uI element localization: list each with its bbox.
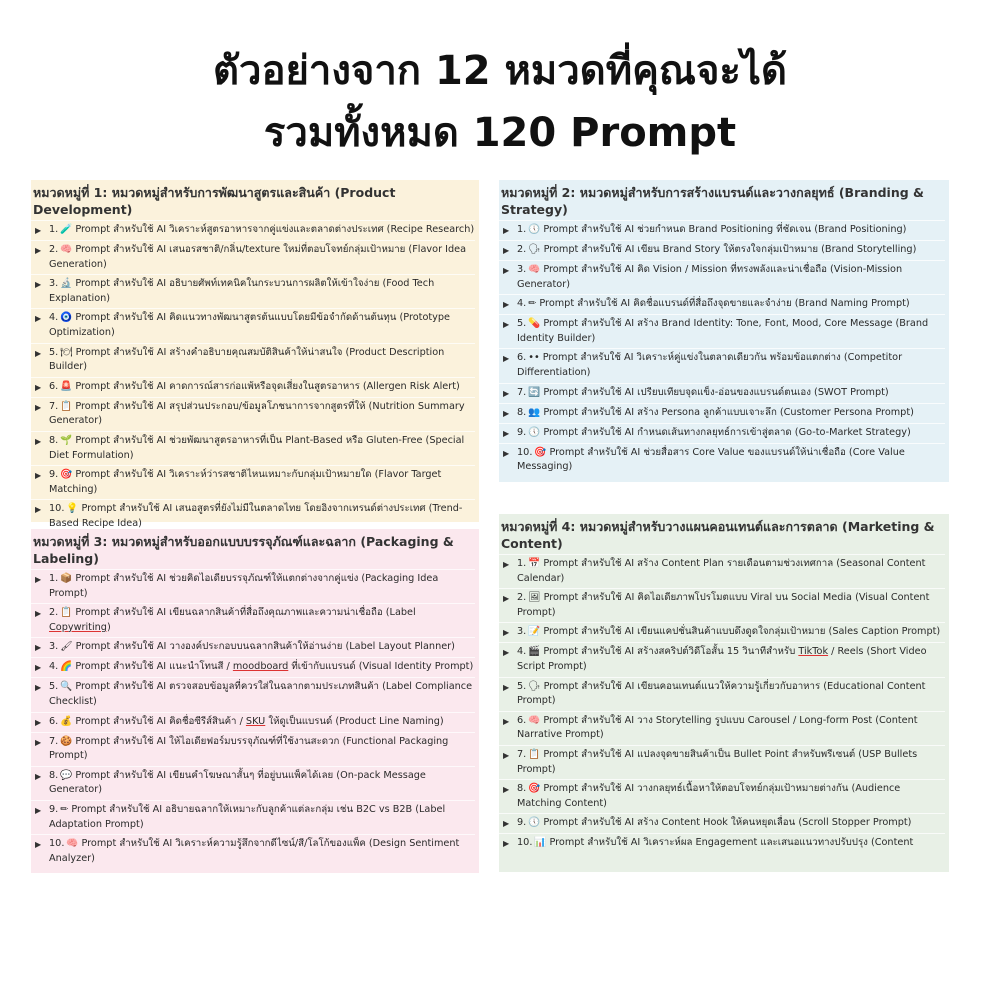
item-number: 1. — [49, 573, 59, 584]
prompt-label: Prompt สำหรับใช้ AI สร้าง Content Hook ให้คนหยุดเลื่อน (Scroll Stopper Prompt) — [543, 817, 912, 829]
prompt-label: Prompt สำหรับใช้ AI เขียนแคปชั่นสินค้าแบบดึงดูดใจกลุ่มเป้าหมาย (Sales Caption Prompt) — [543, 626, 941, 638]
item-number: 8. — [49, 434, 59, 446]
prompt-item-text — [49, 311, 475, 340]
prompt-item-text — [517, 263, 945, 292]
prompt-item[interactable] — [499, 711, 945, 745]
prompt-item[interactable] — [499, 745, 945, 779]
prompt-label: Prompt สำหรับใช้ AI คิดไอเดียภาพโปรโมตแบบ Viral บน Social Media (Visual Content Prompt) — [517, 592, 930, 618]
prompt-item[interactable] — [499, 443, 945, 477]
picture-icon: 🖼 — [528, 592, 541, 604]
prompt-item-text — [517, 557, 945, 586]
pencil-icon: ✏ — [60, 803, 69, 815]
paintbrush-icon: 🖌 — [60, 641, 73, 653]
dots-icon: •• — [528, 352, 540, 364]
prompt-label: Prompt สำหรับใช้ AI สรุปส่วนประกอบ/ข้อมูลโภชนาการจากสูตรที่ให้ (Nutrition Summary Generator) — [49, 400, 465, 427]
lightbulb-icon: 💡 — [66, 503, 79, 515]
prompt-label: Prompt สำหรับใช้ AI วางองค์ประกอบบนฉลากสินค้าให้อ่านง่าย (Label Layout Planner) — [75, 641, 455, 653]
clock-icon: 🕔 — [528, 224, 541, 235]
item-number: 3. — [49, 278, 59, 290]
toggle-arrow-icon[interactable]: ▶ — [35, 840, 42, 850]
prompt-label: Prompt สำหรับใช้ AI คิดชื่อซีรีส์สินค้า / SKU ให้ดูเป็นแบรนด์ (Product Line Naming) — [75, 715, 444, 727]
toggle-arrow-icon[interactable]: ▶ — [35, 471, 42, 481]
prompt-item[interactable] — [31, 637, 475, 657]
item-number: 10. — [49, 503, 65, 515]
item-number: 4. — [49, 312, 59, 324]
toggle-arrow-icon[interactable]: ▶ — [503, 839, 510, 849]
prompt-item-text — [517, 243, 916, 258]
toggle-arrow-icon[interactable]: ▶ — [503, 408, 510, 418]
prompt-item[interactable] — [499, 260, 945, 294]
package-icon: 📦 — [60, 573, 73, 584]
item-number: 7. — [49, 400, 59, 412]
toggle-arrow-icon[interactable]: ▶ — [503, 628, 510, 638]
toggle-arrow-icon[interactable]: ▶ — [35, 402, 42, 412]
item-number: 8. — [517, 406, 527, 418]
prompt-item-text — [49, 502, 475, 531]
toggle-arrow-icon[interactable]: ▶ — [503, 354, 510, 364]
clipboard-icon: 📋 — [528, 748, 541, 760]
prompt-label: Prompt สำหรับใช้ AI ช่วยกำหนด Brand Positioning ที่ชัดเจน (Brand Positioning) — [543, 224, 907, 235]
prompt-item-text — [49, 223, 474, 238]
category-panel-3 — [31, 529, 479, 873]
prompt-item[interactable] — [499, 314, 945, 348]
prompt-item-text — [49, 680, 475, 709]
prompt-item-text — [517, 748, 945, 777]
item-number: 7. — [49, 735, 59, 747]
item-number: 9. — [49, 469, 59, 481]
category-panel-4 — [499, 514, 949, 872]
toggle-arrow-icon[interactable]: ▶ — [503, 594, 510, 604]
category-title: หมวดหมู่ที่ 4: หมวดหมู่สำหรับวางแผนคอนเทนต์และการตลาด (Marketing & Content) — [501, 519, 935, 551]
item-number: 5. — [49, 346, 59, 358]
prompt-item[interactable] — [499, 220, 945, 240]
item-number: 3. — [517, 626, 527, 638]
prompt-label: Prompt สำหรับใช้ AI เปรียบเทียบจุดแข็ง-อ่อนของแบรนด์ตนเอง (SWOT Prompt) — [543, 386, 889, 398]
prompt-item-text — [517, 426, 911, 441]
prompt-item-text — [49, 660, 473, 675]
speaking-head-icon: 🗣 — [528, 680, 541, 692]
toggle-arrow-icon[interactable]: ▶ — [503, 682, 510, 692]
prompt-item-text — [517, 223, 906, 238]
cookie-icon: 🍪 — [60, 735, 73, 747]
prompt-item-text — [49, 803, 475, 832]
prompt-item-text — [49, 606, 475, 635]
brain-icon: 🧠 — [66, 838, 79, 850]
prompt-label: Prompt สำหรับใช้ AI ให้ไอเดียฟอร์มบรรจุภัณฑ์ที่ใช้งานสะดวก (Functional Packaging Prompt) — [49, 735, 449, 762]
category-title: หมวดหมู่ที่ 2: หมวดหมู่สำหรับการสร้างแบรนด์และวางกลยุทธ์ (Branding & Strategy) — [501, 185, 924, 217]
headline — [0, 40, 1000, 164]
toggle-arrow-icon[interactable]: ▶ — [503, 560, 510, 569]
prompt-item-text — [517, 714, 945, 743]
item-number: 1. — [517, 558, 527, 569]
prompt-item-text — [49, 715, 444, 730]
item-number: 7. — [517, 748, 527, 760]
prompt-item-text — [517, 317, 945, 346]
headline-line-2: รวมทั้งหมด 120 Prompt — [263, 110, 737, 156]
prompt-item-text — [517, 782, 945, 811]
prompt-item-text — [49, 243, 475, 272]
calendar-icon: 📅 — [528, 558, 541, 569]
bar-chart-icon: 📊 — [534, 837, 547, 849]
toggle-arrow-icon[interactable]: ▶ — [503, 300, 510, 310]
item-number: 5. — [49, 681, 59, 693]
refresh-icon: 🔄 — [528, 386, 541, 398]
clipboard-icon: 📋 — [60, 607, 73, 619]
prompt-item-text — [517, 680, 945, 709]
toggle-arrow-icon[interactable]: ▶ — [503, 388, 510, 398]
toggle-arrow-icon[interactable]: ▶ — [503, 428, 510, 438]
prompt-item[interactable] — [31, 274, 475, 308]
prompt-item-text — [49, 346, 475, 375]
prompt-item-text — [517, 351, 945, 380]
item-number: 6. — [49, 380, 59, 392]
prompt-item-text — [49, 400, 475, 429]
prompt-label: Prompt สำหรับใช้ AI ช่วยสื่อสาร Core Value ของแบรนด์ให้น่าเชื่อถือ (Core Value Messaging) — [517, 446, 905, 473]
prompt-item-text — [517, 406, 914, 421]
speaking-head-icon: 🗣 — [528, 244, 541, 255]
prompt-item[interactable] — [31, 766, 475, 800]
toggle-arrow-icon[interactable]: ▶ — [35, 280, 42, 290]
toggle-arrow-icon[interactable]: ▶ — [503, 750, 510, 760]
toggle-arrow-icon[interactable]: ▶ — [503, 785, 510, 795]
target-icon: 🎯 — [534, 446, 547, 458]
item-number: 8. — [517, 783, 527, 795]
prompt-item[interactable] — [31, 343, 475, 377]
prompt-item[interactable] — [499, 423, 945, 443]
item-number: 4. — [49, 661, 59, 673]
prompt-item-text — [517, 836, 913, 851]
item-number: 8. — [49, 769, 59, 781]
item-number: 3. — [517, 264, 527, 275]
test-tube-icon: 🧪 — [60, 224, 73, 235]
category-title: หมวดหมู่ที่ 3: หมวดหมู่สำหรับออกแบบบรรจุภัณฑ์และฉลาก (Packaging & Labeling) — [33, 534, 454, 566]
prompt-item[interactable] — [31, 712, 475, 732]
toggle-arrow-icon[interactable]: ▶ — [503, 226, 510, 235]
toggle-arrow-icon[interactable]: ▶ — [503, 266, 510, 275]
prompt-label: Prompt สำหรับใช้ AI เขียนคำโฆษณาสั้นๆ ที่อยู่บนแพ็คได้เลย (On-pack Message Generator) — [49, 769, 426, 796]
prompt-label: Prompt สำหรับใช้ AI วิเคราะห์ผล Engagement และเสนอแนวทางปรับปรุง (Content — [549, 837, 914, 849]
prompt-label: Prompt สำหรับใช้ AI คิด Vision / Mission ที่ทรงพลังและน่าเชื่อถือ (Vision-Mission Generator) — [517, 264, 903, 290]
prompt-label: Prompt สำหรับใช้ AI เขียนฉลากสินค้าที่สื่อถึงคุณภาพและความน่าเชื่อถือ (Label Copywriting) — [49, 607, 416, 633]
prompt-item[interactable] — [499, 833, 945, 853]
category-title: หมวดหมู่ที่ 1: หมวดหมู่สำหรับการพัฒนาสูตรและสินค้า (Product Development) — [33, 185, 396, 217]
item-number: 1. — [517, 224, 527, 235]
prompt-label: Prompt สำหรับใช้ AI คิดแนวทางพัฒนาสูตรต้นแบบโดยมีข้อจำกัดด้านต้นทุน (Prototype Optimization) — [49, 312, 451, 338]
toggle-arrow-icon[interactable]: ▶ — [503, 648, 510, 658]
prompt-label: Prompt สำหรับใช้ AI แนะนำโทนสี / moodboard ที่เข้ากับแบรนด์ (Visual Identity Prompt) — [75, 661, 474, 673]
prompt-item-text — [517, 645, 945, 674]
prompt-item[interactable] — [499, 383, 945, 403]
clock-icon: 🕔 — [528, 426, 541, 438]
toggle-arrow-icon[interactable]: ▶ — [35, 609, 42, 619]
prompt-label: Prompt สำหรับใช้ AI สร้าง Brand Identity: Tone, Font, Mood, Core Message (Brand Identity Builder) — [517, 318, 929, 344]
prompt-item[interactable] — [499, 622, 945, 642]
prompt-item[interactable] — [31, 377, 475, 397]
toggle-arrow-icon[interactable]: ▶ — [503, 320, 510, 330]
prompt-item[interactable] — [31, 431, 475, 465]
toggle-arrow-icon[interactable]: ▶ — [35, 382, 42, 392]
prompt-item[interactable] — [499, 588, 945, 622]
prompt-label: Prompt สำหรับใช้ AI วิเคราะห์คู่แข่งในตลาดเดียวกัน พร้อมข้อแตกต่าง (Competitor Differentiation) — [517, 352, 903, 378]
prompt-item[interactable] — [31, 800, 475, 834]
item-number: 2. — [49, 244, 59, 255]
toggle-arrow-icon[interactable]: ▶ — [35, 436, 42, 446]
prompt-item[interactable] — [499, 294, 945, 314]
rainbow-icon: 🌈 — [60, 661, 73, 673]
prompt-item[interactable] — [31, 308, 475, 342]
prompt-item-text — [49, 640, 455, 655]
prompt-item[interactable] — [499, 779, 945, 813]
prompt-item-text — [49, 769, 475, 798]
prompt-label: Prompt สำหรับใช้ AI กำหนดเส้นทางกลยุทธ์การเข้าสู่ตลาด (Go-to-Market Strategy) — [543, 426, 911, 438]
prompt-label: Prompt สำหรับใช้ AI สร้างคำอธิบายคุณสมบัติสินค้าให้น่าสนใจ (Product Description Builder) — [49, 346, 445, 373]
item-number: 4. — [517, 646, 527, 658]
prompt-item-text — [49, 277, 475, 306]
prompt-item[interactable] — [31, 240, 475, 274]
pencil-icon: ✏ — [528, 298, 537, 310]
item-number: 2. — [517, 592, 527, 604]
capsule-icon: 💊 — [528, 318, 541, 330]
prompt-item-text — [517, 297, 910, 312]
category-panel-2 — [499, 180, 949, 482]
brain-icon: 🧠 — [60, 244, 73, 255]
prompt-item[interactable] — [31, 834, 475, 868]
item-number: 3. — [49, 641, 59, 653]
prompt-item-text — [49, 837, 475, 866]
prompt-label: Prompt สำหรับใช้ AI อธิบายฉลากให้เหมาะกับลูกค้าแต่ละกลุ่ม เช่น B2C vs B2B (Label Adaptation Prompt) — [49, 803, 446, 830]
prompt-item-text — [517, 625, 940, 640]
toggle-arrow-icon[interactable]: ▶ — [503, 448, 510, 458]
toggle-arrow-icon[interactable]: ▶ — [503, 819, 510, 829]
item-number: 5. — [517, 318, 527, 330]
money-bag-icon: 💰 — [60, 715, 73, 727]
clipboard-icon: 📋 — [60, 400, 73, 412]
prompt-label: Prompt สำหรับใช้ AI แปลงจุดขายสินค้าเป็น Bullet Point สำหรับพรีเซนต์ (USP Bullets Prompt) — [517, 748, 918, 775]
item-number: 9. — [49, 803, 59, 815]
clapper-icon: 🎬 — [528, 646, 541, 658]
prompt-item-text — [517, 591, 945, 620]
item-number: 6. — [517, 714, 527, 726]
prompt-item[interactable] — [499, 813, 945, 833]
toggle-arrow-icon[interactable]: ▶ — [35, 805, 42, 815]
prompt-item[interactable] — [499, 554, 945, 588]
prompt-item[interactable] — [499, 642, 945, 676]
toggle-arrow-icon[interactable]: ▶ — [35, 717, 42, 727]
toggle-arrow-icon[interactable]: ▶ — [35, 643, 42, 653]
prompt-item[interactable] — [499, 403, 945, 423]
prompt-label: Prompt สำหรับใช้ AI เสนอสูตรที่ยังไม่มีในตลาดไทย โดยอิงจากเทรนด์ต่างประเทศ (Trend-Based Recipe Idea) — [49, 503, 463, 529]
toggle-arrow-icon[interactable]: ▶ — [35, 663, 42, 673]
microscope-icon: 🔬 — [60, 278, 73, 290]
memo-icon: 📝 — [528, 626, 541, 638]
toggle-arrow-icon[interactable]: ▶ — [503, 246, 510, 255]
item-number: 2. — [49, 607, 59, 619]
prompt-label: Prompt สำหรับใช้ AI ตรวจสอบข้อมูลที่ควรใส่ในฉลากตามประเภทสินค้า (Label Compliance Checklist) — [49, 681, 473, 707]
alert-icon: 🚨 — [60, 380, 73, 392]
toggle-arrow-icon[interactable]: ▶ — [35, 771, 42, 781]
prompt-item-text — [49, 735, 475, 764]
toggle-arrow-icon[interactable]: ▶ — [35, 226, 42, 235]
item-number: 10. — [517, 446, 533, 458]
toggle-arrow-icon[interactable]: ▶ — [35, 575, 42, 584]
magnifier-icon: 🔍 — [60, 681, 73, 693]
item-number: 5. — [517, 680, 527, 692]
item-number: 1. — [49, 224, 59, 235]
plate-icon: 🍽 — [60, 346, 73, 358]
prompt-label: Prompt สำหรับใช้ AI ช่วยคิดไอเดียบรรจุภัณฑ์ให้แตกต่างจากคู่แข่ง (Packaging Idea Prompt) — [49, 573, 439, 599]
prompt-label: Prompt สำหรับใช้ AI สร้าง Persona ลูกค้าแบบเจาะลึก (Customer Persona Prompt) — [543, 406, 914, 418]
toggle-arrow-icon[interactable]: ▶ — [503, 716, 510, 726]
item-number: 10. — [49, 838, 65, 850]
prompt-label: Prompt สำหรับใช้ AI เสนอรสชาติ/กลิ่น/texture ใหม่ที่ตอบโจทย์กลุ่มเป้าหมาย (Flavor Idea Generation) — [49, 244, 467, 270]
prompt-item[interactable] — [499, 240, 945, 260]
prompt-item-text — [517, 446, 945, 475]
prompt-label: Prompt สำหรับใช้ AI สร้าง Content Plan รายเดือนตามช่วงเทศกาล (Seasonal Content Calendar) — [517, 558, 926, 584]
toggle-arrow-icon[interactable]: ▶ — [35, 246, 42, 255]
item-number: 10. — [517, 837, 533, 849]
item-number: 9. — [517, 817, 527, 829]
prompt-item-text — [49, 468, 475, 497]
prompt-label: Prompt สำหรับใช้ AI เขียน Brand Story ให้ตรงใจกลุ่มเป้าหมาย (Brand Storytelling) — [543, 244, 917, 255]
prompt-item[interactable] — [499, 677, 945, 711]
prompt-item-text — [49, 434, 475, 463]
prompt-label: Prompt สำหรับใช้ AI วางกลยุทธ์เนื้อหาให้ตอบโจทย์กลุ่มเป้าหมายต่างกัน (Audience Matching Content) — [517, 783, 901, 809]
prompt-item-text — [517, 386, 889, 401]
prompt-label: Prompt สำหรับใช้ AI วาง Storytelling รูปแบบ Carousel / Long-form Post (Content Narrative Prompt) — [517, 714, 918, 741]
people-icon: 👥 — [528, 406, 541, 418]
brain-icon: 🧠 — [528, 264, 541, 275]
item-number: 9. — [517, 426, 527, 438]
toggle-arrow-icon[interactable]: ▶ — [35, 737, 42, 747]
prompt-item[interactable] — [31, 465, 475, 499]
prompt-label: Prompt สำหรับใช้ AI สร้างสคริปต์วิดีโอสั้น 15 วินาทีสำหรับ TikTok / Reels (Short Video Script Prompt) — [517, 646, 927, 672]
prompt-label: Prompt สำหรับใช้ AI วิเคราะห์ความรู้สึกจากดีไซน์/สี/โลโก้ของแพ็ค (Design Sentiment Analyzer) — [49, 838, 460, 864]
toggle-arrow-icon[interactable]: ▶ — [35, 348, 42, 358]
item-number: 6. — [517, 352, 527, 364]
item-number: 6. — [49, 715, 59, 727]
eye-icon: 🧿 — [60, 312, 73, 324]
target-icon: 🎯 — [528, 783, 541, 795]
speech-bubble-icon: 💬 — [60, 769, 73, 781]
toggle-arrow-icon[interactable]: ▶ — [35, 505, 42, 515]
prompt-label: Prompt สำหรับใช้ AI วิเคราะห์สูตรอาหารจากคู่แข่งและตลาดต่างประเทศ (Recipe Research) — [75, 224, 475, 235]
prompt-item[interactable] — [31, 677, 475, 711]
headline-line-1: ตัวอย่างจาก 12 หมวดที่คุณจะได้ — [213, 48, 787, 94]
item-number: 4. — [517, 298, 527, 310]
prompt-item[interactable] — [499, 348, 945, 382]
prompt-item-text — [49, 572, 475, 601]
prompt-item[interactable] — [31, 603, 475, 637]
prompt-item[interactable] — [31, 657, 475, 677]
category-panel-1 — [31, 180, 479, 529]
prompt-label: Prompt สำหรับใช้ AI คาดการณ์สารก่อแพ้หรือจุดเสี่ยงในสูตรอาหาร (Allergen Risk Alert) — [75, 380, 460, 392]
prompt-label: Prompt สำหรับใช้ AI วิเคราะห์ว่ารสชาติไหนเหมาะกับกลุ่มเป้าหมายใด (Flavor Target Matching) — [49, 469, 442, 495]
prompt-label: Prompt สำหรับใช้ AI คิดชื่อแบรนด์ที่สื่อถึงจุดขายและจำง่าย (Brand Naming Prompt) — [539, 298, 910, 310]
prompt-label: Prompt สำหรับใช้ AI ช่วยพัฒนาสูตรอาหารที่เป็น Plant-Based หรือ Gluten-Free (Special Diet Formulation) — [49, 434, 465, 461]
prompt-item-text — [517, 816, 911, 831]
prompt-label: Prompt สำหรับใช้ AI เขียนคอนเทนต์แนวให้ความรู้เกี่ยวกับอาหาร (Educational Content Prompt) — [517, 680, 926, 707]
prompt-item[interactable] — [31, 397, 475, 431]
target-icon: 🎯 — [60, 469, 73, 481]
prompt-item[interactable] — [31, 569, 475, 603]
prompt-label: Prompt สำหรับใช้ AI อธิบายศัพท์เทคนิคในกระบวนการผลิตให้เข้าใจง่าย (Food Tech Explanation) — [49, 278, 435, 304]
prompt-item[interactable] — [31, 732, 475, 766]
prompt-item[interactable] — [31, 220, 475, 240]
item-number: 7. — [517, 386, 527, 398]
item-number: 2. — [517, 244, 527, 255]
seedling-icon: 🌱 — [60, 434, 73, 446]
brain-icon: 🧠 — [528, 714, 541, 726]
clock-icon: 🕔 — [528, 817, 541, 829]
toggle-arrow-icon[interactable]: ▶ — [35, 314, 42, 324]
toggle-arrow-icon[interactable]: ▶ — [35, 683, 42, 693]
prompt-item-text — [49, 380, 460, 395]
